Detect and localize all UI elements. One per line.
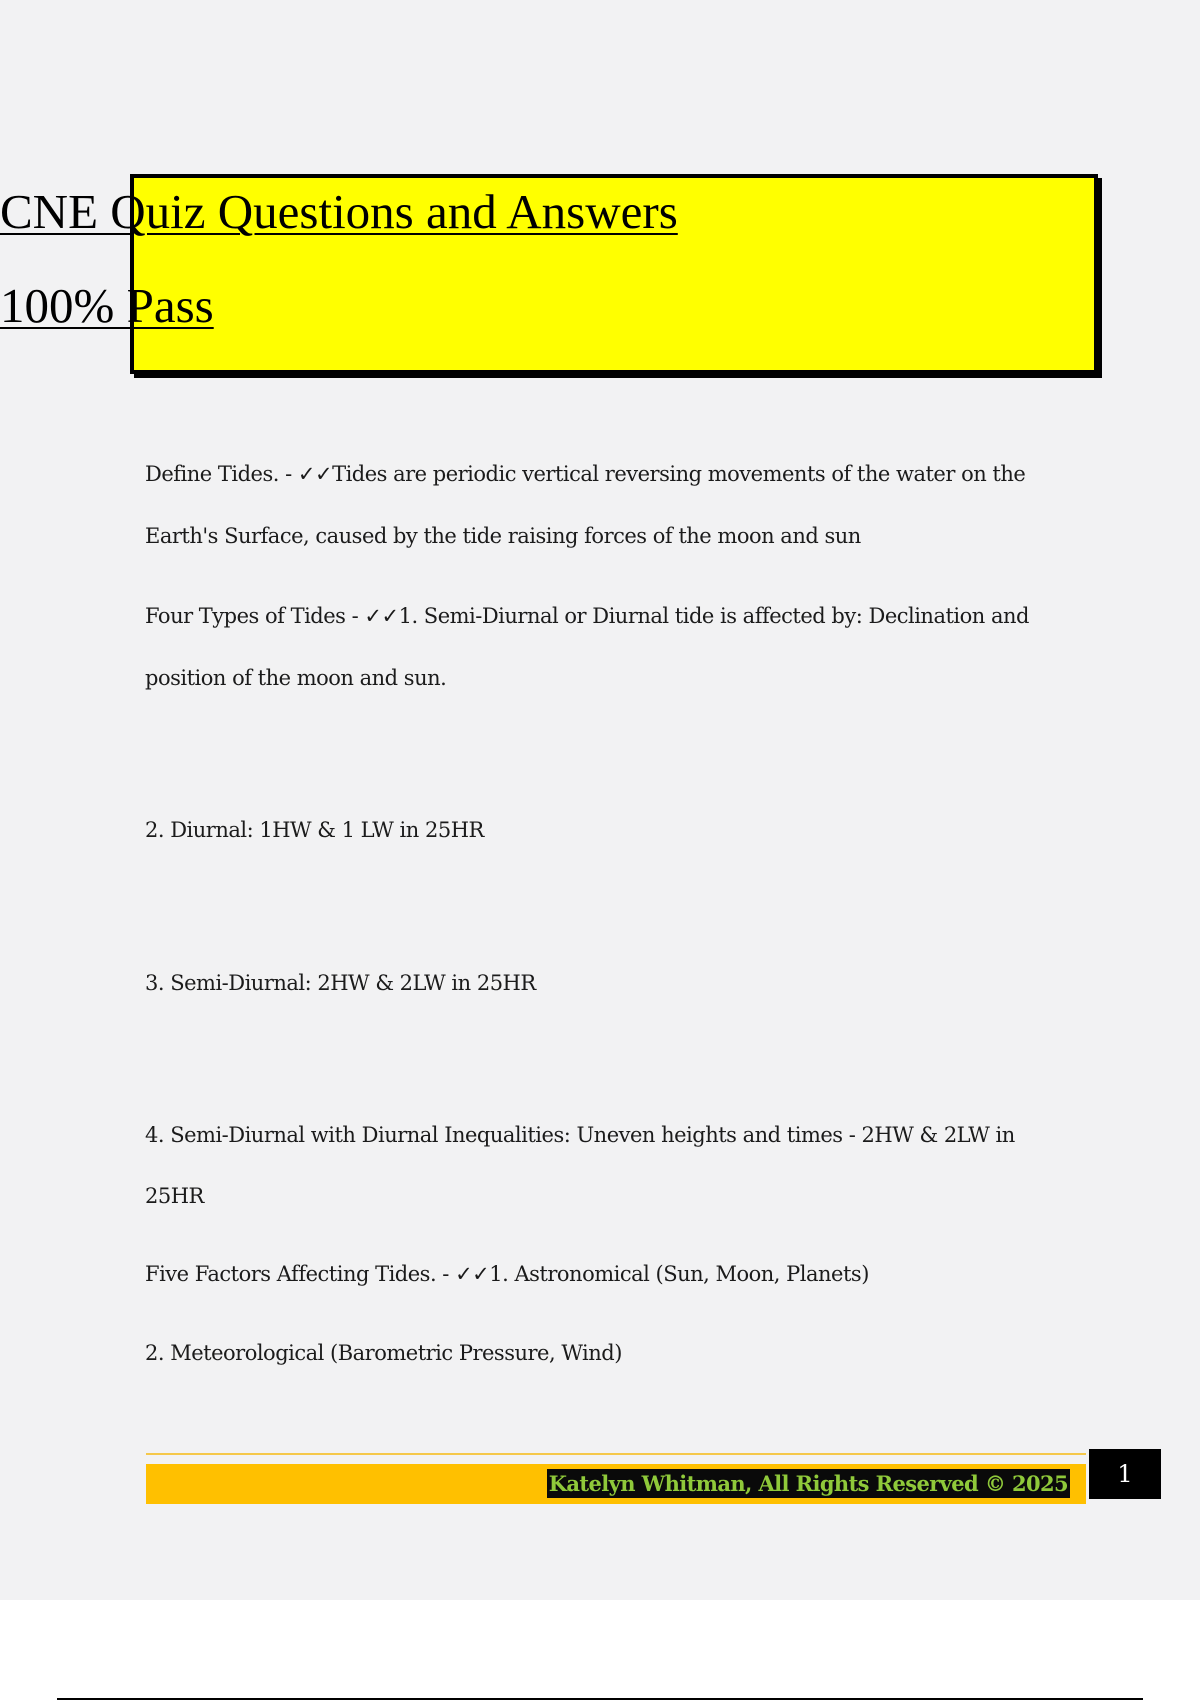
content-line: position of the moon and sun. [145, 666, 447, 690]
title-line-1: CNE Quiz Questions and Answers [0, 184, 678, 239]
content-line: Define Tides. - ✓✓Tides are periodic vertical reversing movements of the water on the [145, 462, 1026, 486]
document-subtitle [0, 276, 1200, 336]
content-line: Five Factors Affecting Tides. - ✓✓1. Astronomical (Sun, Moon, Planets) [145, 1262, 869, 1286]
content-line: Four Types of Tides - ✓✓1. Semi-Diurnal or Diurnal tide is affected by: Declination and [145, 604, 1029, 628]
page-number: 1 [1089, 1449, 1161, 1499]
footer-divider [146, 1453, 1086, 1455]
content-line: 4. Semi-Diurnal with Diurnal Inequalities: Uneven heights and times - 2HW & 2LW in [145, 1123, 1015, 1147]
content-line: 25HR [145, 1184, 204, 1208]
content-line: 2. Diurnal: 1HW & 1 LW in 25HR [145, 818, 484, 842]
document-title [0, 182, 1200, 242]
footer-copyright: Katelyn Whitman, All Rights Reserved © 2025 [548, 1471, 1068, 1496]
content-line: Earth's Surface, caused by the tide raising forces of the moon and sun [145, 524, 861, 548]
content-line: 3. Semi-Diurnal: 2HW & 2LW in 25HR [145, 971, 536, 995]
title-line-2: 100% Pass [0, 278, 214, 333]
content-line: 2. Meteorological (Barometric Pressure, Wind) [145, 1341, 622, 1365]
footer-bar [146, 1464, 1086, 1504]
